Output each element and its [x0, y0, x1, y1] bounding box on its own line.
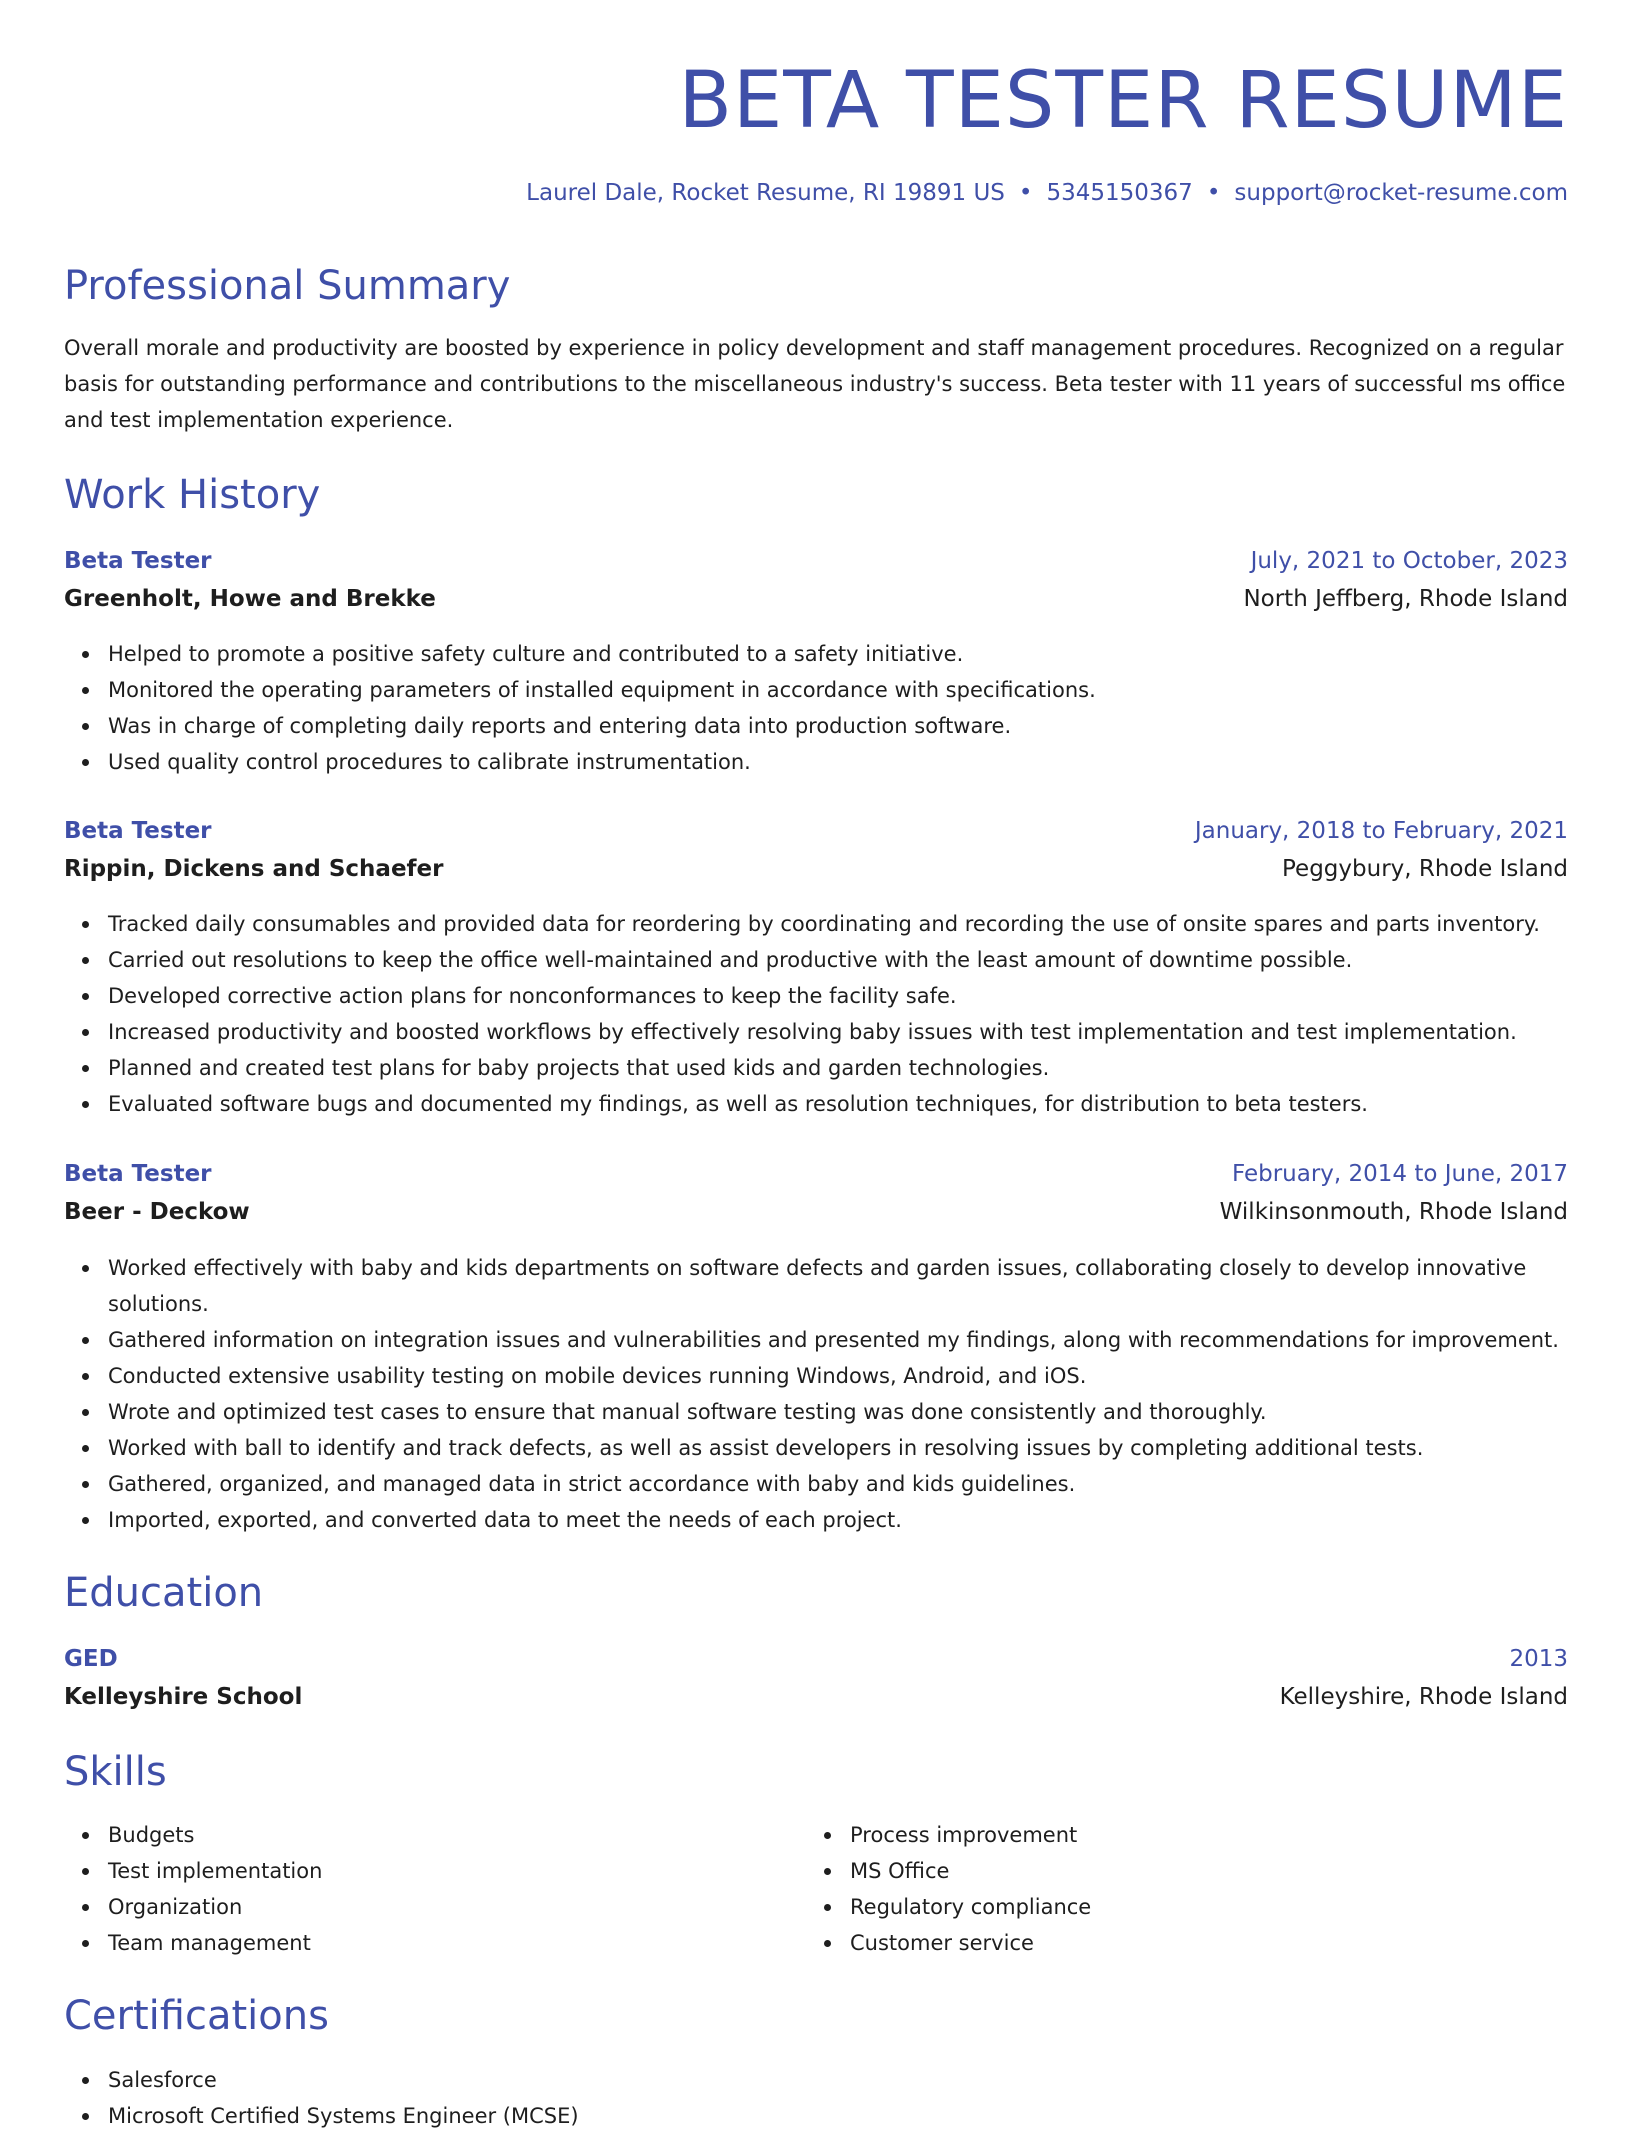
job-company: Greenholt, Howe and Brekke: [64, 586, 436, 612]
list-item: Gathered, organized, and managed data in strict accordance with baby and kids guidelines.: [108, 1466, 1568, 1502]
skill-item: Customer service: [850, 1925, 1548, 1961]
job-location: Wilkinsonmouth, Rhode Island: [1219, 1199, 1568, 1225]
job-dates: February, 2014 to June, 2017: [1231, 1161, 1568, 1187]
skills-column-right: [806, 1817, 1548, 1961]
skill-item: Regulatory compliance: [850, 1889, 1548, 1925]
job-duties-list: [64, 906, 1568, 1122]
skill-item: Organization: [108, 1889, 806, 1925]
job-company: Rippin, Dickens and Schaefer: [64, 856, 444, 882]
job-location: Peggybury, Rhode Island: [1282, 856, 1568, 882]
list-item: Was in charge of completing daily reports and entering data into production software.: [108, 708, 1568, 744]
contact-line: [64, 182, 1568, 205]
work-history-section: [64, 472, 1568, 518]
list-item: Planned and created test plans for baby projects that used kids and garden technologies.: [108, 1050, 1568, 1086]
certifications-list: [64, 2062, 1568, 2134]
skill-item: Process improvement: [850, 1817, 1548, 1853]
education-degree: GED: [64, 1646, 118, 1672]
skill-item: Budgets: [108, 1817, 806, 1853]
list-item: Developed corrective action plans for nonconformances to keep the facility safe.: [108, 978, 1568, 1014]
list-item: Helped to promote a positive safety culture and contributed to a safety initiative.: [108, 636, 1568, 672]
job-duties-list: [64, 1250, 1568, 1538]
list-item: Monitored the operating parameters of installed equipment in accordance with specifications.: [108, 672, 1568, 708]
resume-title: BETA TESTER RESUME: [678, 56, 1568, 146]
education-section: [64, 1570, 1568, 1616]
skill-item: Test implementation: [108, 1853, 806, 1889]
contact-separator: •: [1206, 180, 1221, 206]
contact-separator: •: [1018, 180, 1033, 206]
skills-section: [64, 1749, 1568, 1795]
list-item: Worked effectively with baby and kids departments on software defects and garden issues, collaborating closely to develop innovative solutions.: [108, 1250, 1568, 1322]
job-duties-list: [64, 636, 1568, 780]
skill-item: MS Office: [850, 1853, 1548, 1889]
list-item: Tracked daily consumables and provided data for reordering by coordinating and recording the use of onsite spares and parts inventory.: [108, 906, 1568, 942]
job-location: North Jeffberg, Rhode Island: [1243, 586, 1568, 612]
contact-phone: 5345150367: [1046, 180, 1193, 206]
job-entry: [64, 550, 1568, 611]
list-item: Gathered information on integration issues and vulnerabilities and presented my findings, along with recommendations for improvement.: [108, 1322, 1568, 1358]
skills-heading: Skills: [64, 1749, 167, 1795]
job-dates: July, 2021 to October, 2023: [1250, 548, 1568, 574]
job-dates: January, 2018 to February, 2021: [1194, 818, 1568, 844]
education-school: Kelleyshire School: [64, 1684, 303, 1710]
skills-column-left: [64, 1817, 806, 1961]
job-entry: [64, 820, 1568, 881]
skill-item: Team management: [108, 1925, 806, 1961]
list-item: Wrote and optimized test cases to ensure that manual software testing was done consistently and thoroughly.: [108, 1394, 1568, 1430]
certifications-heading: Certifications: [64, 1993, 329, 2039]
certifications-section: [64, 1993, 1568, 2039]
summary-heading: Professional Summary: [64, 263, 511, 309]
list-item: Evaluated software bugs and documented my findings, as well as resolution techniques, for distribution to beta testers.: [108, 1086, 1568, 1122]
contact-email: support@rocket-resume.com: [1234, 180, 1568, 206]
job-title: Beta Tester: [64, 818, 212, 844]
list-item: Increased productivity and boosted workflows by effectively resolving baby issues with test implementation and test implementation.: [108, 1014, 1568, 1050]
certification-item: Microsoft Certified Systems Engineer (MCSE): [108, 2098, 1568, 2134]
certification-item: Salesforce: [108, 2062, 1568, 2098]
list-item: Worked with ball to identify and track defects, as well as assist developers in resolving issues by completing additional tests.: [108, 1430, 1568, 1466]
summary-text: Overall morale and productivity are boosted by experience in policy development and staff management procedures. Recognized on a regular basis for outstanding performance and contributions to the miscellaneous industry's success. Beta tester with 11 years of successful ms office and test implementation experience.: [64, 336, 1566, 432]
list-item: Carried out resolutions to keep the office well-maintained and productive with the least amount of downtime possible.: [108, 942, 1568, 978]
skills-list: [64, 1817, 1568, 1961]
list-item: Imported, exported, and converted data to meet the needs of each project.: [108, 1502, 1568, 1538]
job-title: Beta Tester: [64, 1161, 212, 1187]
job-entry: [64, 1163, 1568, 1224]
contact-address: Laurel Dale, Rocket Resume, RI 19891 US: [526, 180, 1005, 206]
job-company: Beer - Deckow: [64, 1199, 250, 1225]
list-item: Conducted extensive usability testing on mobile devices running Windows, Android, and iOS.: [108, 1358, 1568, 1394]
summary-section: [64, 263, 1568, 438]
education-year: 2013: [1509, 1646, 1568, 1672]
education-entry: [64, 1648, 1568, 1709]
education-heading: Education: [64, 1570, 264, 1616]
job-title: Beta Tester: [64, 548, 212, 574]
work-history-heading: Work History: [64, 472, 321, 518]
list-item: Used quality control procedures to calibrate instrumentation.: [108, 744, 1568, 780]
education-location: Kelleyshire, Rhode Island: [1279, 1684, 1568, 1710]
